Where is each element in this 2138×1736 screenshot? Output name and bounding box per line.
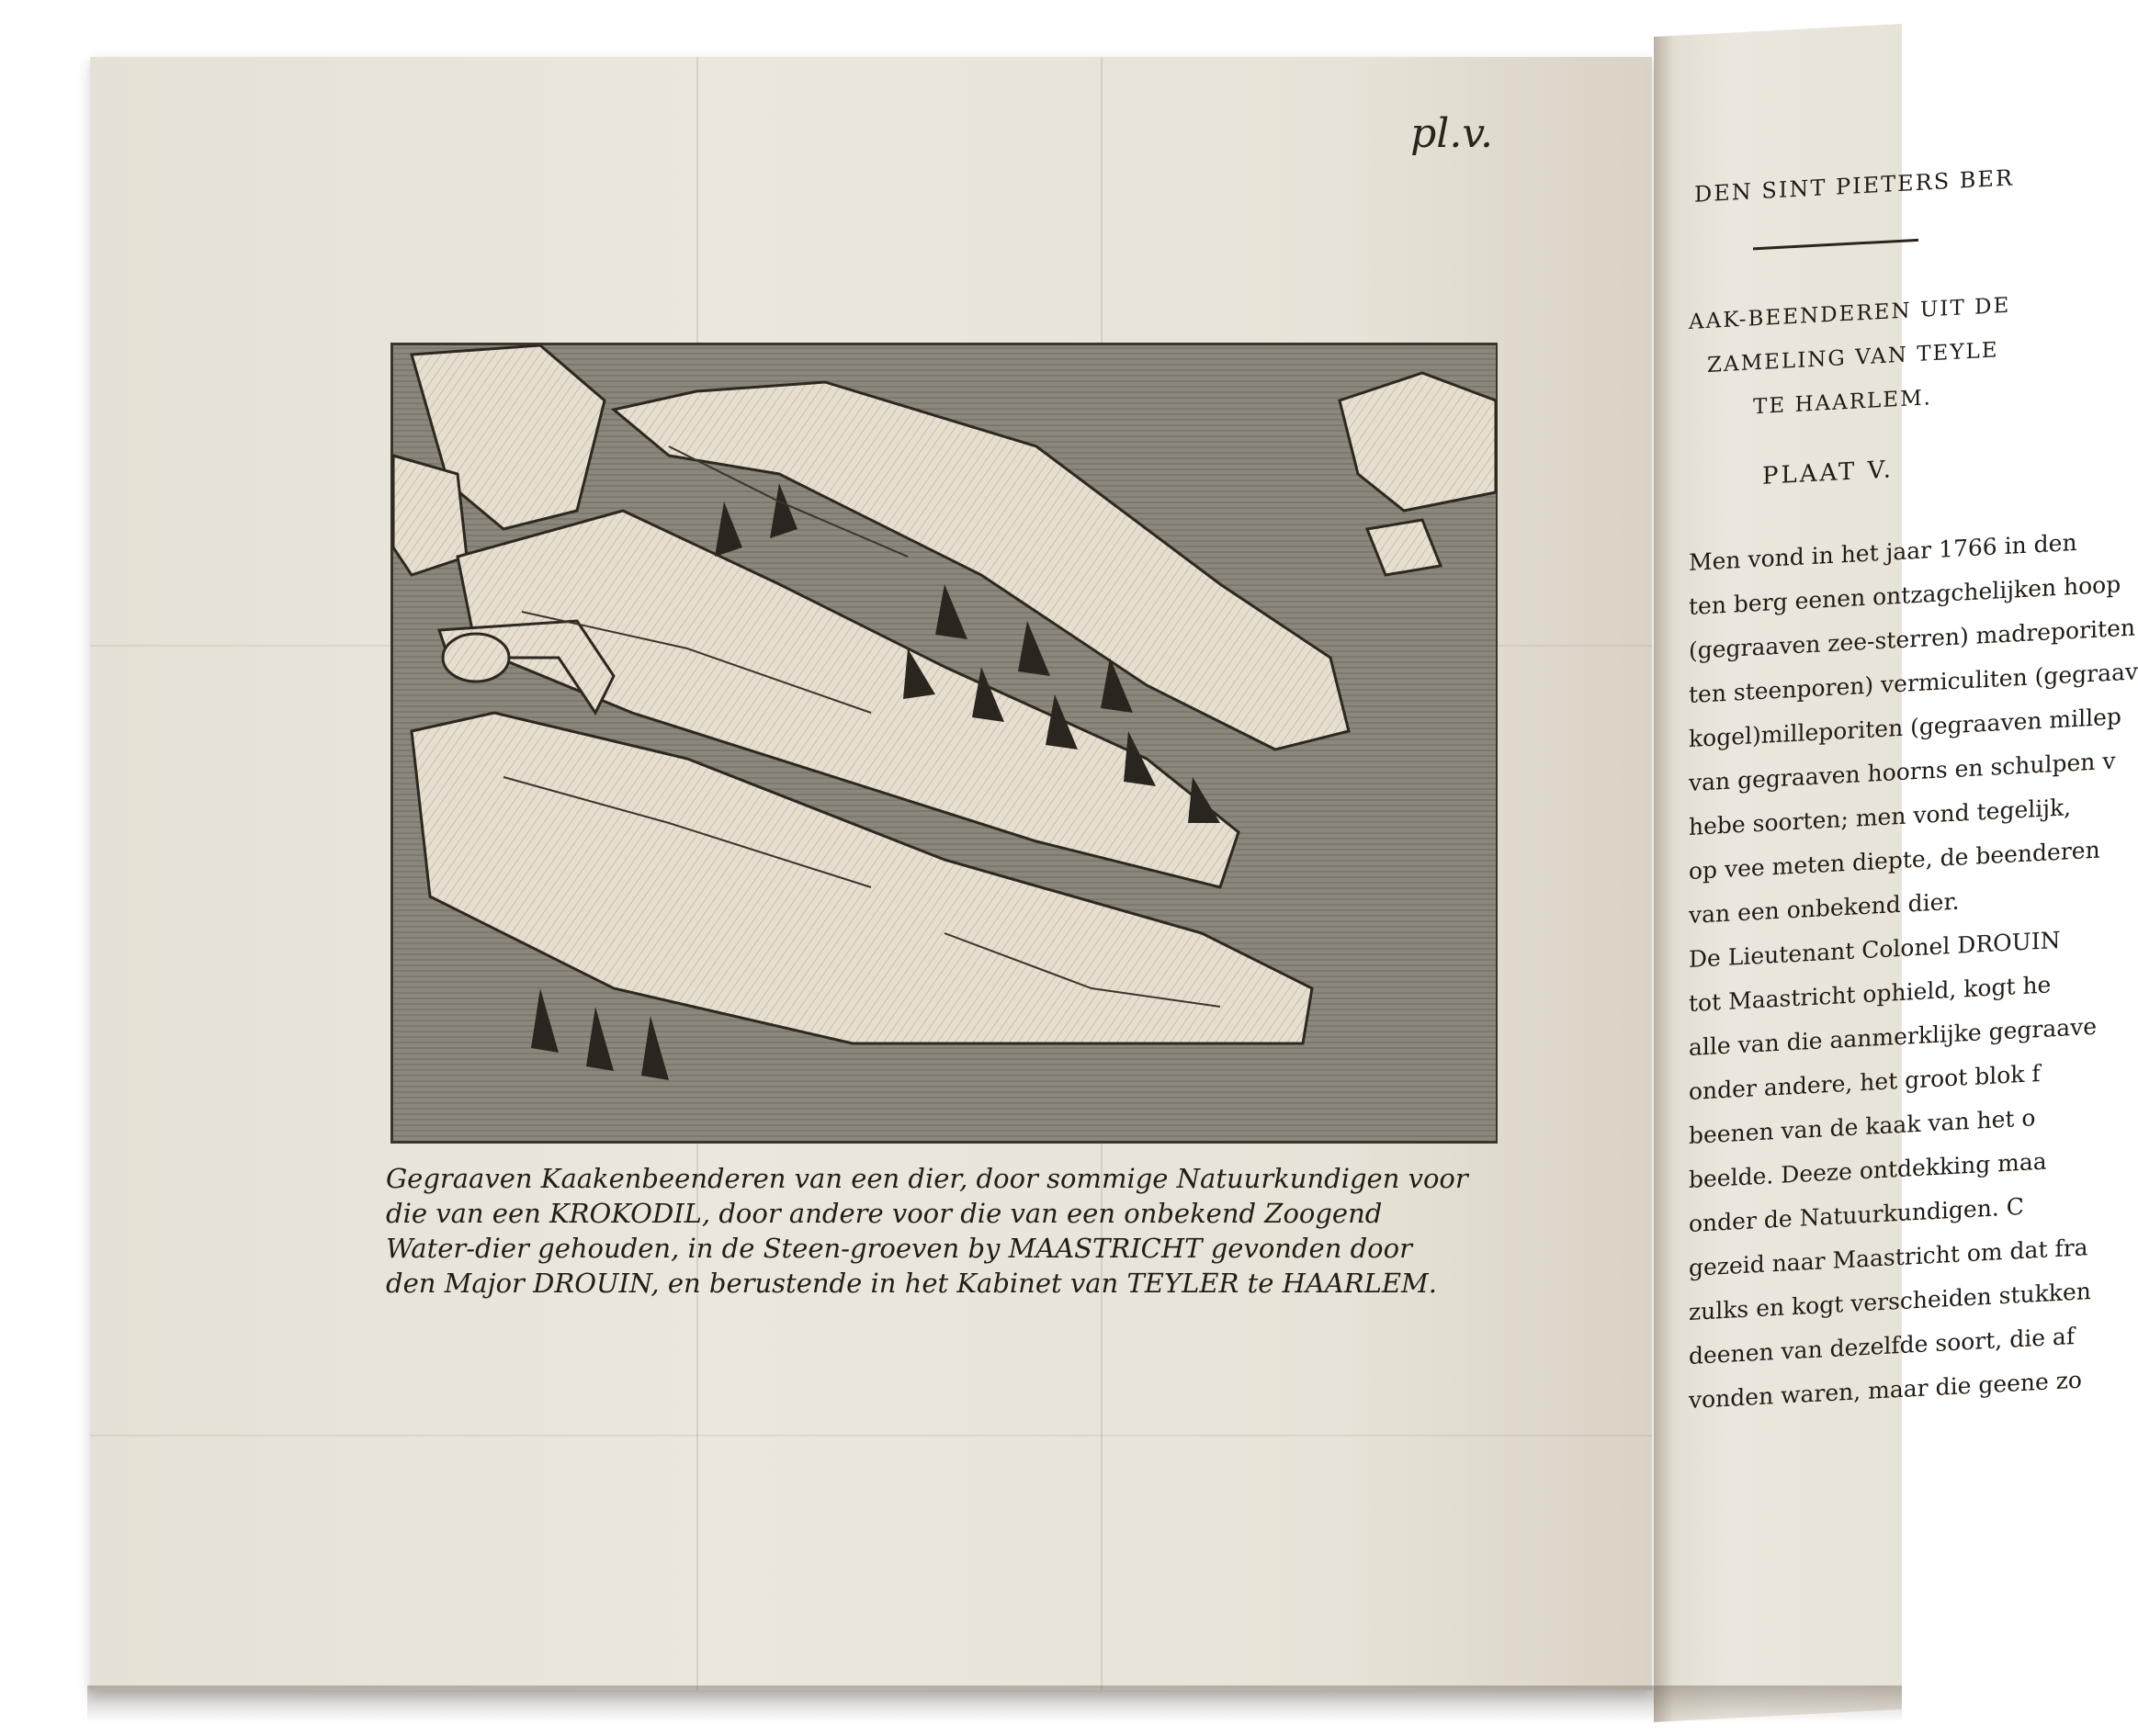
body-line: Men vond in het jaar 1766 in den bbox=[1689, 528, 2077, 577]
fold-crease bbox=[90, 1435, 1652, 1437]
plate-number: pl.v. bbox=[1410, 110, 1493, 157]
book-shadow bbox=[87, 1685, 1902, 1722]
body-line: ten berg eenen ontzagchelijken hoop bbox=[1689, 570, 2121, 621]
running-head: DEN SINT PIETERS BER bbox=[1694, 164, 2014, 208]
body-line: alle van die aanmerklijke gegraave bbox=[1689, 1012, 2098, 1062]
body-line: op vee meten diepte, de beenderen bbox=[1689, 836, 2100, 885]
section-heading: ZAMELING VAN TEYLE bbox=[1707, 338, 1999, 378]
section-heading: TE HAARLEM. bbox=[1753, 386, 1932, 420]
body-line: van gegraaven hoorns en schulpen v bbox=[1689, 747, 2116, 797]
body-line: deenen van dezelfde soort, die af bbox=[1689, 1322, 2076, 1370]
body-line: kogel)milleporiten (gegraaven millep bbox=[1689, 703, 2121, 753]
body-line: tot Maastricht ophield, kogt he bbox=[1689, 971, 2052, 1018]
section-heading: AAK-BEENDEREN UIT DE bbox=[1689, 293, 2011, 335]
right-page bbox=[1654, 24, 2138, 1722]
body-line: ten steenporen) vermiculiten (gegraav bbox=[1689, 658, 2138, 709]
caption-line: den Major DROUIN, en berustende in het Kabinet van TEYLER te HAARLEM. bbox=[386, 1268, 1437, 1299]
body-line: De Lieutenant Colonel DROUIN bbox=[1689, 926, 2061, 974]
right-page-text bbox=[1689, 16, 2138, 1415]
divider-rule bbox=[1753, 239, 1918, 250]
body-line: van een onbekend dier. bbox=[1689, 887, 1960, 930]
body-line: onder de Natuurkundigen. C bbox=[1689, 1192, 2024, 1238]
body-line: vonden waren, maar die geene zo bbox=[1689, 1366, 2082, 1415]
plate-title: PLAAT V. bbox=[1762, 456, 1894, 490]
body-line: gezeid naar Maastricht om dat fra bbox=[1689, 1234, 2088, 1282]
body-line: hebe soorten; men vond tegelijk, bbox=[1689, 794, 2072, 841]
engraving-illustration bbox=[390, 343, 1498, 1144]
body-line: beelde. Deeze ontdekking maa bbox=[1689, 1147, 2047, 1194]
body-line: (gegraaven zee-sterren) madreporiten bbox=[1689, 614, 2135, 665]
body-line: zulks en kogt verscheiden stukken bbox=[1689, 1278, 2091, 1326]
body-line: beenen van de kaak van het o bbox=[1689, 1104, 2036, 1150]
caption-line: Water-dier gehouden, in de Steen-groeven by MAASTRICHT gevonden door bbox=[386, 1233, 1412, 1264]
caption-line: die van een KROKODIL, door andere voor die van een onbekend Zoogend bbox=[386, 1198, 1383, 1229]
plate-caption bbox=[386, 1161, 1502, 1301]
body-line: onder andere, het groot blok f bbox=[1689, 1059, 2041, 1106]
caption-line: Gegraaven Kaakenbeenderen van een dier, door sommige Natuurkundigen voor bbox=[386, 1163, 1468, 1194]
